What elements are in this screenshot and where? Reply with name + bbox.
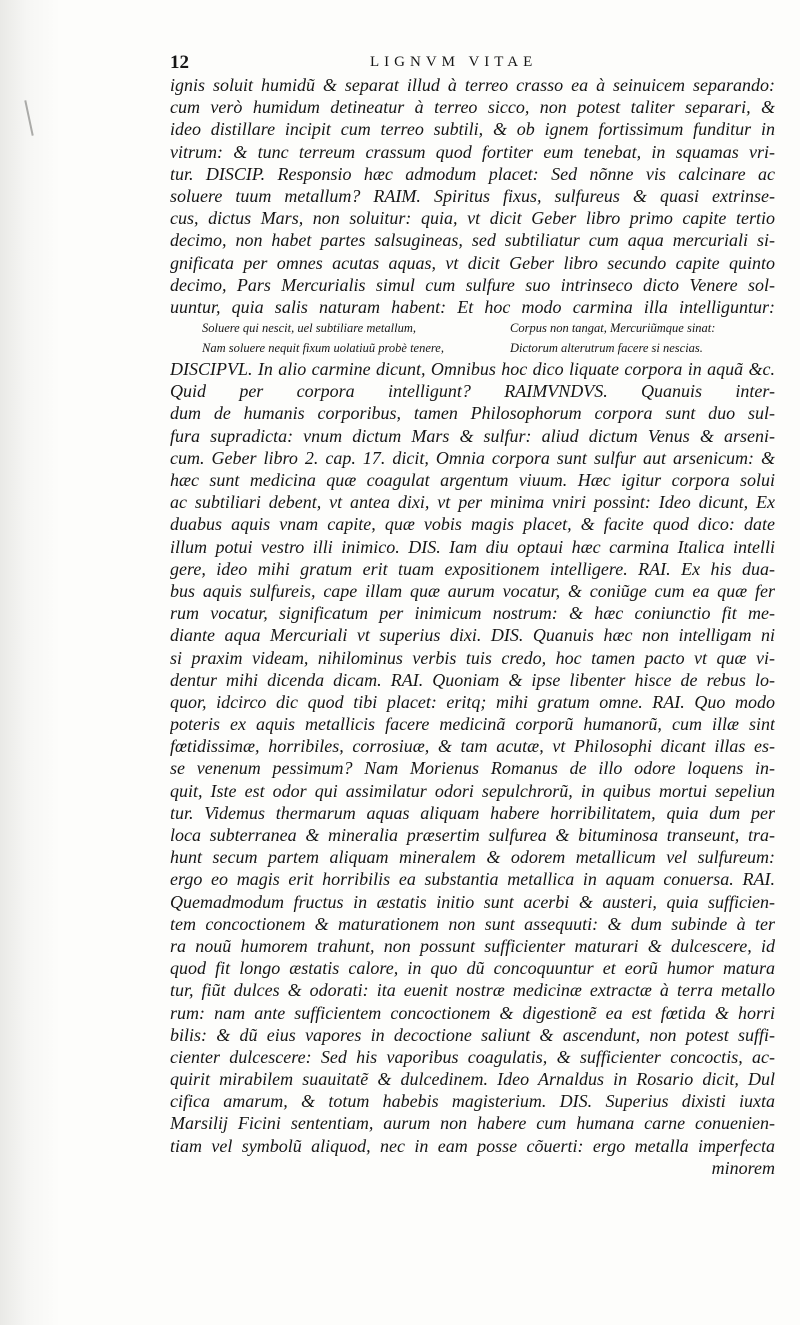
- text-line: tem concoctionem & maturationem non sunt assequuti: & dum subinde à ter: [170, 913, 775, 934]
- text-line: diante aqua Mercuriali vt superius dixi. DIS. Quanuis hæc non intelligam ni: [170, 625, 775, 646]
- text-line: fura supradicta: vnum dictum Mars & sulfur: aliud dictum Venus & arseni-: [170, 425, 775, 446]
- text-line: ignis soluit humidũ & separat illud à terreo crasso ea à seinuicem separando:: [170, 75, 775, 95]
- text-line: Marsilij Ficini sententiam, aurum non habere cum humana carne conuenien-: [170, 1113, 775, 1134]
- verse-left: Soluere qui nescit, uel subtiliare metallum,: [202, 321, 416, 336]
- text-line: tiam vel symbolũ aliquod, nec in eam posse cõuerti: ergo metalla imperfecta: [170, 1135, 775, 1156]
- text-line: soluere tuum metallum? RAIM. Spiritus fixus, sulfureus & quasi extrinse-: [170, 185, 775, 206]
- text-line: cifica amarum, & totum habebis magisterium. DIS. Superius dixisti iuxta: [170, 1091, 775, 1112]
- text-line: duabus aquis vnam capite, quæ vobis magis placet, & facite quod dico: date: [170, 514, 775, 535]
- text-line: vitrum: & tunc terreum crassum quod fortiter eum tenebat, in squamas vri-: [170, 141, 775, 162]
- text-line: bus aquis sulfureis, cape illam quæ aurum vocatur, & coniũge cum ea quæ fer: [170, 580, 775, 601]
- text-line: quor, idcirco dic quod tibi placet: eritq; mihi gratum omne. RAI. Quo modo: [170, 691, 775, 712]
- verse-line: [170, 338, 775, 358]
- text-line: hæc sunt medicina quæ coagulat argentum viuum. Hæc igitur corpora solui: [170, 470, 775, 490]
- catchword: minorem: [711, 1157, 775, 1178]
- text-line: tur. Videmus thermarum aquas aliquam habere horribilitatem, quia dum per: [170, 802, 775, 823]
- text-line: se venenum pessimum? Nam Morienus Romanus de illo odore loquens in-: [170, 758, 775, 779]
- verse-line: [170, 318, 775, 338]
- text-line: uuntur, quia salis naturam habent: Et hoc modo carmina illa intelliguntur:: [170, 296, 775, 317]
- text-line: illum potui vestro illi inimico. DIS. Iam diu optaui hæc carmina Italica intelli: [170, 536, 775, 557]
- verse-right: Dictorum alterutrum facere si nescias.: [510, 341, 703, 356]
- paragraph-before-verse: [170, 74, 775, 318]
- text-line: gere, ideo mihi gratum erit tuam expositionem intelligere. RAI. Ex his dua-: [170, 558, 775, 579]
- text-line: quit, Iste est odor qui assimilatur odori sepulchrorũ, in quibus mortui sepeliun: [170, 780, 775, 801]
- verse-left: Nam soluere nequit fixum uolatiuũ probè tenere,: [202, 341, 444, 356]
- text-line: rum vocatur, significatum per inimicum nostrum: & hæc coniunctio fit me-: [170, 603, 775, 624]
- text-line: decimo, Pars Mercurialis simul cum sulfure suo intrinseco dicto Venere sol-: [170, 274, 775, 295]
- text-line: gnificata per omnes acutas aquas, vt dicit Geber libro secundo capite quinto: [170, 252, 775, 273]
- text-line: ra nouũ humorem trahunt, non possunt sufficienter maturari & dulcescere, id: [170, 935, 775, 956]
- text-line: fœtidissimæ, horribiles, corrosiuæ, & tam acutæ, vt Philosophi dicant illas es-: [170, 736, 775, 757]
- text-line: decimo, non habet partes salsugineas, sed subtiliatur cum aqua mercuriali si-: [170, 230, 775, 251]
- text-line: tur, fiũt dulces & odorati: ita euenit nostræ medicinæ extractæ à terra metallo: [170, 980, 775, 1001]
- text-line: ac subtiliari debent, vt antea dixi, vt per minima vniri possint: Ideo dicunt, Ex: [170, 492, 775, 513]
- text-line: rum: nam ante sufficientem concoctionem & digestionẽ ea est fœtida & horri: [170, 1002, 775, 1023]
- verse-block: [170, 318, 775, 358]
- text-line: cum verò humidum detineatur à terreo sicco, non potest taliter separari, &: [170, 97, 775, 118]
- text-line: poteris ex aquis metallicis facere medicinã corporũ humanorũ, cum illæ sint: [170, 714, 775, 735]
- text-line: si praxim videam, nihilominus verbis tuis credo, hoc tamen pacto vt quæ vi-: [170, 647, 775, 668]
- text-line: dum de humanis corporibus, tamen Philosophorum corpora sunt duo sul-: [170, 403, 775, 424]
- text-line: tur. DISCIP. Responsio hæc admodum placet: Sed nõnne vis calcinare ac: [170, 163, 775, 184]
- text-line: hunt secum partem aliquam mineralem & odorem metallicum vel sulfureum:: [170, 847, 775, 868]
- text-line: cus, dictus Mars, non soluitur: quia, vt dicit Geber libro primo capite tertio: [170, 208, 775, 229]
- text-line: cienter dulcescere: Sed his vaporibus coagulatis, & sufficienter concoctis, ac-: [170, 1046, 775, 1067]
- text-line: dentur mihi dicenda dicam. RAI. Quoniam & ipse libenter hisce de rebus lo-: [170, 669, 775, 690]
- folio-number: 12: [170, 52, 189, 73]
- text-line: DISCIPVL. In alio carmine dicunt, Omnibus hoc dico liquate corpora in aquã &c.: [170, 359, 775, 380]
- text-line: loca subterranea & mineralia præsertim sulfurea & bituminosa transeunt, tra-: [170, 825, 775, 845]
- text-line: bilis: & dũ eius vapores in decoctione saliunt & ascendunt, non potest suffi-: [170, 1024, 775, 1045]
- text-line: quod fit longo æstatis calore, in quo dũ concoquuntur et eorũ humor matura: [170, 958, 775, 979]
- body-text: [170, 74, 775, 1179]
- running-title: LIGNVM VITAE: [370, 54, 538, 70]
- catchword-row: [170, 1157, 775, 1179]
- text-line: Quid per corpora intelligunt? RAIMVNDVS. Quanuis inter-: [170, 381, 775, 402]
- text-line: Quemadmodum fructus in æstatis initio sunt acerbi & austeri, quia sufficien-: [170, 891, 775, 912]
- text-line: ideo distillare incipit cum terreo subtili, & ob ignem fortissimum funditur in: [170, 119, 775, 140]
- verse-right: Corpus non tangat, Mercuriũmque sinat:: [510, 321, 716, 336]
- paragraph-after-verse: [170, 358, 775, 1157]
- gutter-shadow: [0, 0, 60, 1325]
- text-line: cum. Geber libro 2. cap. 17. dicit, Omnia corpora sunt sulfur aut arsenicum: &: [170, 447, 775, 468]
- text-line: ergo eo magis erit horribilis ea substantia metallica in aquam conuersa. RAI.: [170, 869, 775, 890]
- text-line: quirit mirabilem suauitatẽ & dulcedinem. Ideo Arnaldus in Rosario dicit, Dul: [170, 1069, 775, 1090]
